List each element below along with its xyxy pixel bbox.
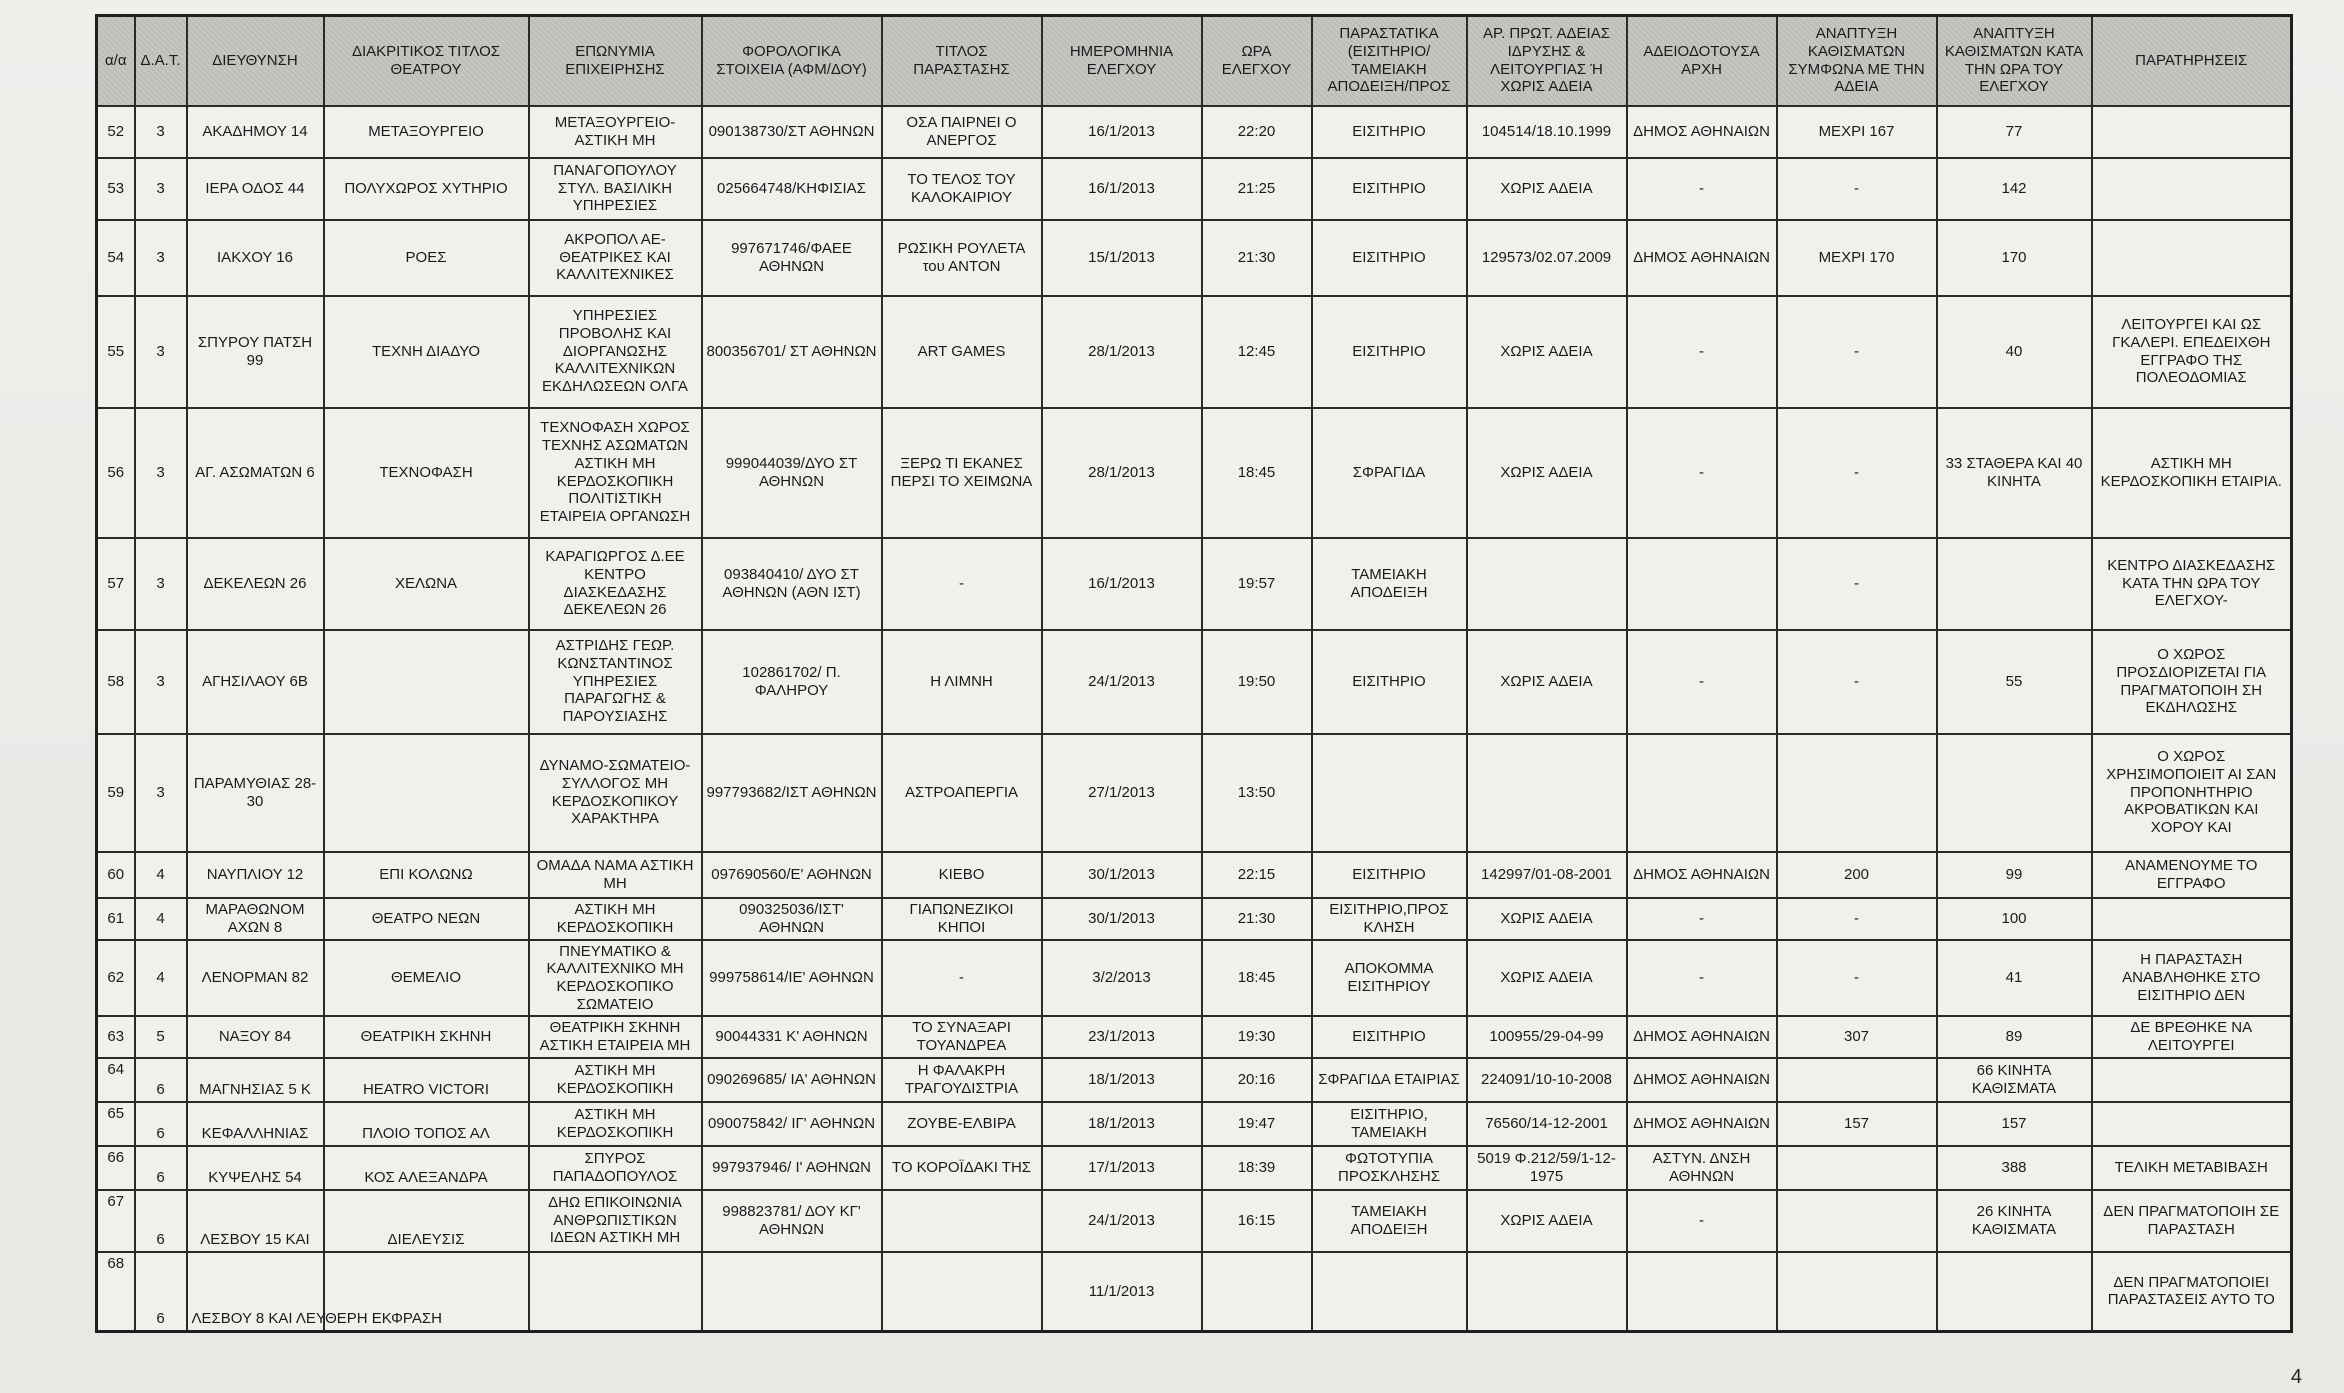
column-header-aa: α/α xyxy=(97,16,135,106)
cell-business-name: ΤΕΧΝΟΦΑΣΗ ΧΩΡΟΣ ΤΕΧΝΗΣ ΑΣΩΜΑΤΩΝ ΑΣΤΙΚΗ ΜΗ ΚΕΡΔΟΣΚΟΠΙΚΗ ΠΟΛΙΤΙΣΤΙΚΗ ΕΤΑΙΡΕΙΑ ΟΡΓΑΝΩΣΗ xyxy=(529,408,702,538)
cell-documents: ΑΠΟΚΟΜΜΑ ΕΙΣΙΤΗΡΙΟΥ xyxy=(1312,940,1467,1017)
cell-seats-licensed xyxy=(1777,734,1937,852)
table-row xyxy=(97,106,2292,158)
cell-license-number: ΧΩΡΙΣ ΑΔΕΙΑ xyxy=(1467,898,1627,940)
cell-tax-info: 998823781/ ΔΟΥ ΚΓ' ΑΘΗΝΩΝ xyxy=(702,1190,882,1252)
cell-seats-licensed: 157 xyxy=(1777,1102,1937,1146)
cell-seats-licensed: - xyxy=(1777,630,1937,734)
table-row xyxy=(97,1102,2292,1146)
cell-tax-info: 025664748/ΚΗΦΙΣΙΑΣ xyxy=(702,158,882,220)
cell-tax-info: 999044039/ΔΥΟ ΣΤ ΑΘΗΝΩΝ xyxy=(702,408,882,538)
cell-aa: 59 xyxy=(97,734,135,852)
cell-dat: 3 xyxy=(135,408,187,538)
cell-business-name: ΠΝΕΥΜΑΤΙΚΟ & ΚΑΛΛΙΤΕΧΝΙΚΟ ΜΗ ΚΕΡΔΟΣΚΟΠΙΚΟ ΣΩΜΑΤΕΙΟ xyxy=(529,940,702,1017)
cell-licensing-authority: ΔΗΜΟΣ ΑΘΗΝΑΙΩΝ xyxy=(1627,106,1777,158)
cell-theater-title: ΘΕΑΤΡΙΚΗ ΣΚΗΝΗ xyxy=(324,1016,529,1057)
cell-address: ΑΓ. ΑΣΩΜΑΤΩΝ 6 xyxy=(187,408,324,538)
cell-inspection-date: 3/2/2013 xyxy=(1042,940,1202,1017)
cell-dat: 3 xyxy=(135,734,187,852)
cell-performance-title: ΑΣΤΡΟΑΠΕΡΓΙΑ xyxy=(882,734,1042,852)
cell-license-number xyxy=(1467,538,1627,630)
cell-seats-licensed: 200 xyxy=(1777,852,1937,898)
cell-remarks: ΚΕΝΤΡΟ ΔΙΑΣΚΕΔΑΣΗΣ ΚΑΤΑ ΤΗΝ ΩΡΑ ΤΟΥ ΕΛΕΓΧΟΥ- xyxy=(2092,538,2292,630)
table-header-row xyxy=(97,16,2292,106)
cell-licensing-authority: - xyxy=(1627,940,1777,1017)
cell-seats-licensed xyxy=(1777,1252,1937,1332)
cell-tax-info xyxy=(702,1252,882,1332)
cell-license-number: ΧΩΡΙΣ ΑΔΕΙΑ xyxy=(1467,630,1627,734)
cell-business-name: ΔΗΩ ΕΠΙΚΟΙΝΩΝΙΑ ΑΝΘΡΩΠΙΣΤΙΚΩΝ ΙΔΕΩΝ ΑΣΤΙΚΗ ΜΗ xyxy=(529,1190,702,1252)
cell-performance-title: ΤΟ ΚΟΡΟΪΔΑΚΙ ΤΗΣ xyxy=(882,1146,1042,1190)
cell-performance-title xyxy=(882,1190,1042,1252)
table-row xyxy=(97,940,2292,1017)
cell-seats-licensed: - xyxy=(1777,898,1937,940)
cell-remarks: ΔΕΝ ΠΡΑΓΜΑΤΟΠΟΙΗ ΣΕ ΠΑΡΑΣΤΑΣΗ xyxy=(2092,1190,2292,1252)
cell-seats-at-inspection: 26 ΚΙΝΗΤΑ ΚΑΘΙΣΜΑΤΑ xyxy=(1937,1190,2092,1252)
cell-business-name: ΘΕΑΤΡΙΚΗ ΣΚΗΝΗ ΑΣΤΙΚΗ ΕΤΑΙΡΕΙΑ ΜΗ xyxy=(529,1016,702,1057)
cell-license-number: ΧΩΡΙΣ ΑΔΕΙΑ xyxy=(1467,158,1627,220)
cell-dat: 6 xyxy=(135,1146,187,1190)
cell-inspection-date: 30/1/2013 xyxy=(1042,852,1202,898)
cell-remarks: Ο ΧΩΡΟΣ ΧΡΗΣΙΜΟΠΟΙΕΙΤ ΑΙ ΣΑΝ ΠΡΟΠΟΝΗΤΗΡΙΟ ΑΚΡΟΒΑΤΙΚΩΝ ΚΑΙ ΧΟΡΟΥ ΚΑΙ xyxy=(2092,734,2292,852)
cell-inspection-date: 11/1/2013 xyxy=(1042,1252,1202,1332)
cell-remarks: ΔΕ ΒΡΕΘΗΚΕ ΝΑ ΛΕΙΤΟΥΡΓΕΙ xyxy=(2092,1016,2292,1057)
column-header-performance-title: ΤΙΤΛΟΣ ΠΑΡΑΣΤΑΣΗΣ xyxy=(882,16,1042,106)
cell-documents: ΕΙΣΙΤΗΡΙΟ xyxy=(1312,852,1467,898)
cell-performance-title: ΓΙΑΠΩΝΕΖΙΚΟΙ ΚΗΠΟΙ xyxy=(882,898,1042,940)
table-row xyxy=(97,158,2292,220)
cell-remarks xyxy=(2092,106,2292,158)
cell-seats-licensed: ΜΕΧΡΙ 167 xyxy=(1777,106,1937,158)
cell-business-name: ΑΣΤΙΚΗ ΜΗ ΚΕΡΔΟΣΚΟΠΙΚΗ xyxy=(529,898,702,940)
cell-seats-at-inspection: 89 xyxy=(1937,1016,2092,1057)
cell-inspection-time: 21:30 xyxy=(1202,898,1312,940)
cell-seats-at-inspection: 170 xyxy=(1937,220,2092,296)
cell-inspection-date: 16/1/2013 xyxy=(1042,538,1202,630)
cell-address: ΛΕΝΟΡΜΑΝ 82 xyxy=(187,940,324,1017)
cell-address: ΠΑΡΑΜΥΘΙΑΣ 28-30 xyxy=(187,734,324,852)
cell-tax-info: 090138730/ΣΤ ΑΘΗΝΩΝ xyxy=(702,106,882,158)
cell-business-name: ΜΕΤΑΞΟΥΡΓΕΙΟ-ΑΣΤΙΚΗ ΜΗ xyxy=(529,106,702,158)
cell-inspection-time: 12:45 xyxy=(1202,296,1312,408)
cell-documents: ΣΦΡΑΓΙΔΑ xyxy=(1312,408,1467,538)
cell-business-name: ΑΣΤΙΚΗ ΜΗ ΚΕΡΔΟΣΚΟΠΙΚΗ xyxy=(529,1102,702,1146)
cell-performance-title: Η ΛΙΜΝΗ xyxy=(882,630,1042,734)
cell-inspection-date: 28/1/2013 xyxy=(1042,296,1202,408)
cell-performance-title: ΡΩΣΙΚΗ ΡΟΥΛΕΤΑ του ΑΝΤΟΝ xyxy=(882,220,1042,296)
cell-aa: 66 xyxy=(97,1146,135,1190)
cell-inspection-date: 30/1/2013 xyxy=(1042,898,1202,940)
cell-aa: 67 xyxy=(97,1190,135,1252)
cell-documents: ΕΙΣΙΤΗΡΙΟ xyxy=(1312,630,1467,734)
column-header-inspection-time: ΩΡΑ ΕΛΕΓΧΟΥ xyxy=(1202,16,1312,106)
cell-performance-title: ΤΟ ΣΥΝΑΞΑΡΙ ΤΟΥΑΝΔΡΕΑ xyxy=(882,1016,1042,1057)
cell-documents: ΤΑΜΕΙΑΚΗ ΑΠΟΔΕΙΞΗ xyxy=(1312,538,1467,630)
cell-remarks: ΔΕΝ ΠΡΑΓΜΑΤΟΠΟΙΕΙ ΠΑΡΑΣΤΑΣΕΙΣ ΑΥΤΟ ΤΟ xyxy=(2092,1252,2292,1332)
cell-tax-info: 090075842/ ΙΓ' ΑΘΗΝΩΝ xyxy=(702,1102,882,1146)
cell-theater-title: ΠΛΟΙΟ ΤΟΠΟΣ ΑΛ xyxy=(324,1102,529,1146)
cell-seats-at-inspection: 66 ΚΙΝΗΤΑ ΚΑΘΙΣΜΑΤΑ xyxy=(1937,1058,2092,1102)
cell-remarks xyxy=(2092,220,2292,296)
table-row xyxy=(97,408,2292,538)
cell-seats-at-inspection: 55 xyxy=(1937,630,2092,734)
cell-theater-title: HEATRO VICTORI xyxy=(324,1058,529,1102)
cell-inspection-time: 19:30 xyxy=(1202,1016,1312,1057)
cell-theater-title xyxy=(324,630,529,734)
column-header-theater-title: ΔΙΑΚΡΙΤΙΚΟΣ ΤΙΤΛΟΣ ΘΕΑΤΡΟΥ xyxy=(324,16,529,106)
cell-licensing-authority: ΔΗΜΟΣ ΑΘΗΝΑΙΩΝ xyxy=(1627,852,1777,898)
table-row xyxy=(97,538,2292,630)
table-row xyxy=(97,898,2292,940)
cell-performance-title: - xyxy=(882,538,1042,630)
cell-tax-info: 097690560/Ε' ΑΘΗΝΩΝ xyxy=(702,852,882,898)
cell-inspection-time: 18:45 xyxy=(1202,408,1312,538)
cell-inspection-time: 19:57 xyxy=(1202,538,1312,630)
cell-theater-title: ΕΠΙ ΚΟΛΩΝΩ xyxy=(324,852,529,898)
cell-license-number: ΧΩΡΙΣ ΑΔΕΙΑ xyxy=(1467,1190,1627,1252)
cell-licensing-authority: - xyxy=(1627,1190,1777,1252)
cell-licensing-authority xyxy=(1627,538,1777,630)
cell-seats-licensed: - xyxy=(1777,940,1937,1017)
cell-inspection-date: 18/1/2013 xyxy=(1042,1058,1202,1102)
cell-tax-info: 093840410/ ΔΥΟ ΣΤ ΑΘΗΝΩΝ (ΑΘΝ ΙΣΤ) xyxy=(702,538,882,630)
cell-licensing-authority: - xyxy=(1627,630,1777,734)
cell-seats-licensed: - xyxy=(1777,296,1937,408)
cell-dat: 3 xyxy=(135,158,187,220)
cell-remarks xyxy=(2092,1102,2292,1146)
cell-address: ΙΑΚΧΟΥ 16 xyxy=(187,220,324,296)
cell-tax-info: 997937946/ Ι' ΑΘΗΝΩΝ xyxy=(702,1146,882,1190)
cell-inspection-date: 27/1/2013 xyxy=(1042,734,1202,852)
cell-inspection-time: 13:50 xyxy=(1202,734,1312,852)
table-row xyxy=(97,852,2292,898)
cell-seats-at-inspection: 157 xyxy=(1937,1102,2092,1146)
column-header-licensing-authority: ΑΔΕΙΟΔΟΤΟΥΣΑ ΑΡΧΗ xyxy=(1627,16,1777,106)
column-header-address: ΔΙΕΥΘΥΝΣΗ xyxy=(187,16,324,106)
cell-inspection-time: 16:15 xyxy=(1202,1190,1312,1252)
cell-dat: 6 xyxy=(135,1058,187,1102)
cell-documents: ΕΙΣΙΤΗΡΙΟ, ΤΑΜΕΙΑΚΗ xyxy=(1312,1102,1467,1146)
cell-inspection-time: 19:47 xyxy=(1202,1102,1312,1146)
cell-performance-title: ΖΟΥΒΕ-ΕΛΒΙΡΑ xyxy=(882,1102,1042,1146)
cell-inspection-date: 18/1/2013 xyxy=(1042,1102,1202,1146)
cell-dat: 6 xyxy=(135,1190,187,1252)
cell-license-number xyxy=(1467,1252,1627,1332)
cell-theater-title: ΡΟΕΣ xyxy=(324,220,529,296)
cell-inspection-time: 22:20 xyxy=(1202,106,1312,158)
cell-remarks xyxy=(2092,898,2292,940)
cell-documents: ΕΙΣΙΤΗΡΙΟ xyxy=(1312,1016,1467,1057)
cell-address: ΑΓΗΣΙΛΑΟΥ 6Β xyxy=(187,630,324,734)
cell-remarks: ΑΝΑΜΕΝΟΥΜΕ ΤΟ ΕΓΓΡΑΦΟ xyxy=(2092,852,2292,898)
cell-business-name: ΔΥΝΑΜΟ-ΣΩΜΑΤΕΙΟ-ΣΥΛΛΟΓΟΣ ΜΗ ΚΕΡΔΟΣΚΟΠΙΚΟΥ ΧΑΡΑΚΤΗΡΑ xyxy=(529,734,702,852)
cell-business-name: ΑΣΤΡΙΔΗΣ ΓΕΩΡ. ΚΩΝΣΤΑΝΤΙΝΟΣ ΥΠΗΡΕΣΙΕΣ ΠΑΡΑΓΩΓΗΣ & ΠΑΡΟΥΣΙΑΣΗΣ xyxy=(529,630,702,734)
cell-theater-title: ΜΕΤΑΞΟΥΡΓΕΙΟ xyxy=(324,106,529,158)
table-row xyxy=(97,630,2292,734)
cell-theater-title: ΘΕΑΤΡΟ ΝΕΩΝ xyxy=(324,898,529,940)
table-row xyxy=(97,1252,2292,1332)
cell-business-name: ΑΚΡΟΠΟΛ ΑΕ-ΘΕΑΤΡΙΚΕΣ ΚΑΙ ΚΑΛΛΙΤΕΧΝΙΚΕΣ xyxy=(529,220,702,296)
cell-documents: ΤΑΜΕΙΑΚΗ ΑΠΟΔΕΙΞΗ xyxy=(1312,1190,1467,1252)
cell-business-name: ΠΑΝΑΓΟΠΟΥΛΟΥ ΣΤΥΛ. ΒΑΣΙΛΙΚΗ ΥΠΗΡΕΣΙΕΣ xyxy=(529,158,702,220)
cell-address: ΚΕΦΑΛΛΗΝΙΑΣ xyxy=(187,1102,324,1146)
cell-licensing-authority: - xyxy=(1627,296,1777,408)
cell-aa: 53 xyxy=(97,158,135,220)
cell-inspection-time: 21:25 xyxy=(1202,158,1312,220)
cell-seats-licensed xyxy=(1777,1190,1937,1252)
cell-theater-title: ΚΟΣ ΑΛΕΞΑΝΔΡΑ xyxy=(324,1146,529,1190)
cell-address: ΙΕΡΑ ΟΔΟΣ 44 xyxy=(187,158,324,220)
table-row xyxy=(97,1016,2292,1057)
cell-licensing-authority xyxy=(1627,734,1777,852)
cell-performance-title: ΞΕΡΩ ΤΙ ΕΚΑΝΕΣ ΠΕΡΣΙ ΤΟ ΧΕΙΜΩΝΑ xyxy=(882,408,1042,538)
cell-seats-at-inspection: 388 xyxy=(1937,1146,2092,1190)
column-header-dat: Δ.Α.Τ. xyxy=(135,16,187,106)
cell-remarks: Ο ΧΩΡΟΣ ΠΡΟΣΔΙΟΡΙΖΕΤΑΙ ΓΙΑ ΠΡΑΓΜΑΤΟΠΟΙΗ ΣΗ ΕΚΔΗΛΩΣΗΣ xyxy=(2092,630,2292,734)
cell-license-number: 76560/14-12-2001 xyxy=(1467,1102,1627,1146)
cell-dat: 6 xyxy=(135,1102,187,1146)
page-number: 4 xyxy=(2290,1366,2302,1388)
cell-documents: ΕΙΣΙΤΗΡΙΟ,ΠΡΟΣ ΚΛΗΣΗ xyxy=(1312,898,1467,940)
cell-inspection-date: 17/1/2013 xyxy=(1042,1146,1202,1190)
cell-inspection-date: 24/1/2013 xyxy=(1042,1190,1202,1252)
cell-documents: ΕΙΣΙΤΗΡΙΟ xyxy=(1312,220,1467,296)
cell-performance-title: ΟΣΑ ΠΑΙΡΝΕΙ Ο ΑΝΕΡΓΟΣ xyxy=(882,106,1042,158)
cell-license-number: 100955/29-04-99 xyxy=(1467,1016,1627,1057)
cell-license-number: 5019 Φ.212/59/1-12-1975 xyxy=(1467,1146,1627,1190)
cell-dat: 3 xyxy=(135,220,187,296)
cell-licensing-authority: ΔΗΜΟΣ ΑΘΗΝΑΙΩΝ xyxy=(1627,1016,1777,1057)
cell-dat: 3 xyxy=(135,538,187,630)
cell-business-name: ΥΠΗΡΕΣΙΕΣ ΠΡΟΒΟΛΗΣ ΚΑΙ ΔΙΟΡΓΑΝΩΣΗΣ ΚΑΛΛΙΤΕΧΝΙΚΩΝ ΕΚΔΗΛΩΣΕΩΝ ΟΛΓΑ xyxy=(529,296,702,408)
cell-seats-licensed: 307 xyxy=(1777,1016,1937,1057)
column-header-tax-info: ΦΟΡΟΛΟΓΙΚΑ ΣΤΟΙΧΕΙΑ (ΑΦΜ/ΔΟΥ) xyxy=(702,16,882,106)
cell-dat: 6 xyxy=(135,1252,187,1332)
cell-licensing-authority: ΔΗΜΟΣ ΑΘΗΝΑΙΩΝ xyxy=(1627,1102,1777,1146)
cell-licensing-authority: ΔΗΜΟΣ ΑΘΗΝΑΙΩΝ xyxy=(1627,1058,1777,1102)
cell-theater-title: ΔΙΕΛΕΥΣΙΣ xyxy=(324,1190,529,1252)
cell-business-name: ΟΜΑΔΑ ΝΑΜΑ ΑΣΤΙΚΗ ΜΗ xyxy=(529,852,702,898)
cell-inspection-date: 16/1/2013 xyxy=(1042,158,1202,220)
cell-tax-info: 999758614/ΙΕ' ΑΘΗΝΩΝ xyxy=(702,940,882,1017)
table-row xyxy=(97,1058,2292,1102)
cell-seats-at-inspection: 142 xyxy=(1937,158,2092,220)
cell-aa: 60 xyxy=(97,852,135,898)
table-row xyxy=(97,1146,2292,1190)
cell-address: ΝΑΥΠΛΙΟΥ 12 xyxy=(187,852,324,898)
cell-remarks: ΑΣΤΙΚΗ ΜΗ ΚΕΡΔΟΣΚΟΠΙΚΗ ΕΤΑΙΡΙΑ. xyxy=(2092,408,2292,538)
cell-inspection-time: 22:15 xyxy=(1202,852,1312,898)
cell-seats-licensed: - xyxy=(1777,158,1937,220)
cell-aa: 55 xyxy=(97,296,135,408)
cell-license-number: ΧΩΡΙΣ ΑΔΕΙΑ xyxy=(1467,940,1627,1017)
cell-address: ΔΕΚΕΛΕΩΝ 26 xyxy=(187,538,324,630)
cell-documents xyxy=(1312,734,1467,852)
column-header-business-name: ΕΠΩΝΥΜΙΑ ΕΠΙΧΕΙΡΗΣΗΣ xyxy=(529,16,702,106)
cell-licensing-authority xyxy=(1627,1252,1777,1332)
cell-address: ΜΑΓΝΗΣΙΑΣ 5 Κ xyxy=(187,1058,324,1102)
table-row xyxy=(97,1190,2292,1252)
cell-seats-at-inspection xyxy=(1937,1252,2092,1332)
cell-performance-title xyxy=(882,1252,1042,1332)
cell-inspection-time: 18:39 xyxy=(1202,1146,1312,1190)
cell-aa: 62 xyxy=(97,940,135,1017)
cell-theater-title: ΤΕΧΝΗ ΔΙΑΔΥΟ xyxy=(324,296,529,408)
cell-theater-title: ΧΕΛΩΝΑ xyxy=(324,538,529,630)
cell-inspection-time: 19:50 xyxy=(1202,630,1312,734)
cell-dat: 3 xyxy=(135,106,187,158)
cell-address: ΜΑΡΑΘΩΝΟΜ ΑΧΩΝ 8 xyxy=(187,898,324,940)
cell-tax-info: 090269685/ ΙΑ' ΑΘΗΝΩΝ xyxy=(702,1058,882,1102)
cell-documents: ΕΙΣΙΤΗΡΙΟ xyxy=(1312,158,1467,220)
cell-inspection-date: 28/1/2013 xyxy=(1042,408,1202,538)
cell-dat: 3 xyxy=(135,630,187,734)
cell-theater-title: ΠΟΛΥΧΩΡΟΣ ΧΥΤΗΡΙΟ xyxy=(324,158,529,220)
cell-seats-at-inspection: 100 xyxy=(1937,898,2092,940)
cell-address: ΚΥΨΕΛΗΣ 54 xyxy=(187,1146,324,1190)
cell-seats-licensed: - xyxy=(1777,408,1937,538)
cell-license-number xyxy=(1467,734,1627,852)
cell-performance-title: - xyxy=(882,940,1042,1017)
column-header-license-number: ΑΡ. ΠΡΩΤ. ΑΔΕΙΑΣ ΙΔΡΥΣΗΣ & ΛΕΙΤΟΥΡΓΙΑΣ Ή ΧΩΡΙΣ ΑΔΕΙΑ xyxy=(1467,16,1627,106)
cell-inspection-time: 18:45 xyxy=(1202,940,1312,1017)
cell-seats-at-inspection xyxy=(1937,538,2092,630)
cell-seats-at-inspection xyxy=(1937,734,2092,852)
cell-address: ΛΕΣΒΟΥ 15 ΚΑΙ xyxy=(187,1190,324,1252)
cell-dat: 4 xyxy=(135,852,187,898)
cell-aa: 57 xyxy=(97,538,135,630)
cell-license-number: ΧΩΡΙΣ ΑΔΕΙΑ xyxy=(1467,296,1627,408)
cell-tax-info: 800356701/ ΣΤ ΑΘΗΝΩΝ xyxy=(702,296,882,408)
cell-business-name: ΣΠΥΡΟΣ ΠΑΠΑΔΟΠΟΥΛΟΣ xyxy=(529,1146,702,1190)
cell-inspection-date: 23/1/2013 xyxy=(1042,1016,1202,1057)
cell-inspection-date: 16/1/2013 xyxy=(1042,106,1202,158)
cell-documents xyxy=(1312,1252,1467,1332)
table-row xyxy=(97,220,2292,296)
theater-inspection-table xyxy=(95,14,2293,1333)
cell-licensing-authority: - xyxy=(1627,408,1777,538)
cell-theater-title: ΤΕΧΝΟΦΑΣΗ xyxy=(324,408,529,538)
cell-remarks: Η ΠΑΡΑΣΤΑΣΗ ΑΝΑΒΛΗΘΗΚΕ ΣΤΟ ΕΙΣΙΤΗΡΙΟ ΔΕΝ xyxy=(2092,940,2292,1017)
cell-dat: 5 xyxy=(135,1016,187,1057)
column-header-documents: ΠΑΡΑΣΤΑΤΙΚΑ (ΕΙΣΙΤΗΡΙΟ/ΤΑΜΕΙΑΚΗ ΑΠΟΔΕΙΞΗ/ΠΡΟΣ xyxy=(1312,16,1467,106)
cell-aa: 58 xyxy=(97,630,135,734)
column-header-remarks: ΠΑΡΑΤΗΡΗΣΕΙΣ xyxy=(2092,16,2292,106)
cell-seats-licensed: - xyxy=(1777,538,1937,630)
cell-business-name: ΑΣΤΙΚΗ ΜΗ ΚΕΡΔΟΣΚΟΠΙΚΗ xyxy=(529,1058,702,1102)
cell-licensing-authority: - xyxy=(1627,158,1777,220)
column-header-inspection-date: ΗΜΕΡΟΜΗΝΙΑ ΕΛΕΓΧΟΥ xyxy=(1042,16,1202,106)
cell-aa: 65 xyxy=(97,1102,135,1146)
cell-license-number: 104514/18.10.1999 xyxy=(1467,106,1627,158)
cell-tax-info: 997793682/ΙΣΤ ΑΘΗΝΩΝ xyxy=(702,734,882,852)
cell-performance-title: ΤΟ ΤΕΛΟΣ ΤΟΥ ΚΑΛΟΚΑΙΡΙΟΥ xyxy=(882,158,1042,220)
cell-dat: 4 xyxy=(135,940,187,1017)
cell-aa: 54 xyxy=(97,220,135,296)
cell-license-number: 129573/02.07.2009 xyxy=(1467,220,1627,296)
cell-business-name xyxy=(529,1252,702,1332)
cell-aa: 61 xyxy=(97,898,135,940)
cell-remarks: ΤΕΛΙΚΗ ΜΕΤΑΒΙΒΑΣΗ xyxy=(2092,1146,2292,1190)
cell-inspection-time xyxy=(1202,1252,1312,1332)
cell-inspection-time: 20:16 xyxy=(1202,1058,1312,1102)
cell-seats-licensed xyxy=(1777,1058,1937,1102)
cell-dat: 4 xyxy=(135,898,187,940)
cell-remarks: ΛΕΙΤΟΥΡΓΕΙ ΚΑΙ ΩΣ ΓΚΑΛΕΡΙ. ΕΠΕΔΕΙΧΘΗ ΕΓΓΡΑΦΟ ΤΗΣ ΠΟΛΕΟΔΟΜΙΑΣ xyxy=(2092,296,2292,408)
cell-performance-title: ΚΙΕΒΟ xyxy=(882,852,1042,898)
cell-tax-info: 997671746/ΦΑΕΕ ΑΘΗΝΩΝ xyxy=(702,220,882,296)
cell-documents: ΕΙΣΙΤΗΡΙΟ xyxy=(1312,296,1467,408)
cell-license-number: 224091/10-10-2008 xyxy=(1467,1058,1627,1102)
column-header-seats-at-inspection: ΑΝΑΠΤΥΞΗ ΚΑΘΙΣΜΑΤΩΝ ΚΑΤΑ ΤΗΝ ΩΡΑ ΤΟΥ ΕΛΕΓΧΟΥ xyxy=(1937,16,2092,106)
column-header-seats-licensed: ΑΝΑΠΤΥΞΗ ΚΑΘΙΣΜΑΤΩΝ ΣΥΜΦΩΝΑ ΜΕ ΤΗΝ ΑΔΕΙΑ xyxy=(1777,16,1937,106)
cell-aa: 56 xyxy=(97,408,135,538)
table-row xyxy=(97,734,2292,852)
cell-business-name: ΚΑΡΑΓΙΩΡΓΟΣ Δ.ΕΕ ΚΕΝΤΡΟ ΔΙΑΣΚΕΔΑΣΗΣ ΔΕΚΕΛΕΩΝ 26 xyxy=(529,538,702,630)
cell-seats-at-inspection: 40 xyxy=(1937,296,2092,408)
cell-seats-licensed xyxy=(1777,1146,1937,1190)
cell-documents: ΣΦΡΑΓΙΔΑ ΕΤΑΙΡΙΑΣ xyxy=(1312,1058,1467,1102)
cell-tax-info: 90044331 Κ' ΑΘΗΝΩΝ xyxy=(702,1016,882,1057)
cell-license-number: 142997/01-08-2001 xyxy=(1467,852,1627,898)
cell-seats-at-inspection: 41 xyxy=(1937,940,2092,1017)
cell-documents: ΕΙΣΙΤΗΡΙΟ xyxy=(1312,106,1467,158)
cell-address: ΛΕΣΒΟΥ 8 ΚΑΙ ΛΕΥΘΕΡΗ ΕΚΦΡΑΣΗ xyxy=(187,1252,324,1332)
cell-aa: 64 xyxy=(97,1058,135,1102)
cell-aa: 63 xyxy=(97,1016,135,1057)
cell-seats-at-inspection: 33 ΣΤΑΘΕΡΑ ΚΑΙ 40 ΚΙΝΗΤΑ xyxy=(1937,408,2092,538)
cell-dat: 3 xyxy=(135,296,187,408)
cell-inspection-date: 24/1/2013 xyxy=(1042,630,1202,734)
cell-performance-title: Η ΦΑΛΑΚΡΗ ΤΡΑΓΟΥΔΙΣΤΡΙΑ xyxy=(882,1058,1042,1102)
cell-address: ΑΚΑΔΗΜΟΥ 14 xyxy=(187,106,324,158)
cell-theater-title: ΘΕΜΕΛΙΟ xyxy=(324,940,529,1017)
cell-seats-licensed: ΜΕΧΡΙ 170 xyxy=(1777,220,1937,296)
cell-licensing-authority: - xyxy=(1627,898,1777,940)
cell-licensing-authority: ΔΗΜΟΣ ΑΘΗΝΑΙΩΝ xyxy=(1627,220,1777,296)
cell-aa: 52 xyxy=(97,106,135,158)
cell-theater-title xyxy=(324,734,529,852)
table-row xyxy=(97,296,2292,408)
cell-seats-at-inspection: 77 xyxy=(1937,106,2092,158)
cell-address: ΝΑΞΟΥ 84 xyxy=(187,1016,324,1057)
cell-tax-info: 102861702/ Π. ΦΑΛΗΡΟΥ xyxy=(702,630,882,734)
cell-license-number: ΧΩΡΙΣ ΑΔΕΙΑ xyxy=(1467,408,1627,538)
cell-documents: ΦΩΤΟΤΥΠΙΑ ΠΡΟΣΚΛΗΣΗΣ xyxy=(1312,1146,1467,1190)
cell-aa: 68 xyxy=(97,1252,135,1332)
cell-licensing-authority: ΑΣΤΥΝ. ΔΝΣΗ ΑΘΗΝΩΝ xyxy=(1627,1146,1777,1190)
cell-seats-at-inspection: 99 xyxy=(1937,852,2092,898)
cell-remarks xyxy=(2092,1058,2292,1102)
cell-inspection-date: 15/1/2013 xyxy=(1042,220,1202,296)
cell-inspection-time: 21:30 xyxy=(1202,220,1312,296)
cell-performance-title: ART GAMES xyxy=(882,296,1042,408)
cell-tax-info: 090325036/ΙΣΤ' ΑΘΗΝΩΝ xyxy=(702,898,882,940)
cell-remarks xyxy=(2092,158,2292,220)
cell-address: ΣΠΥΡΟΥ ΠΑΤΣΗ 99 xyxy=(187,296,324,408)
